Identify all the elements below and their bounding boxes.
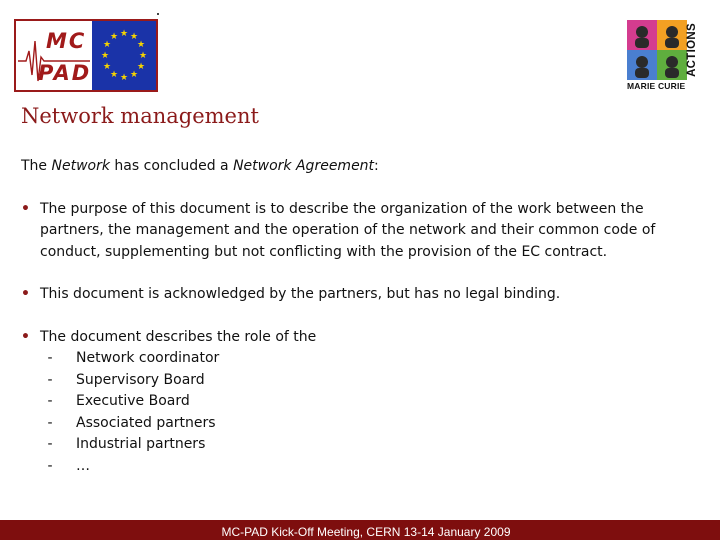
portrait-grid-icon	[627, 20, 687, 80]
svg-text:★: ★	[138, 51, 148, 61]
list-item: - …	[47, 457, 90, 474]
role-list	[40, 348, 661, 477]
bullet-icon: •	[21, 328, 30, 345]
marie-curie-actions-logo	[627, 20, 701, 94]
mcpad-logo-line2: PAD	[38, 61, 92, 85]
svg-text:★: ★	[119, 29, 129, 39]
marie-curie-bottom-label: MARIE CURIE	[627, 81, 686, 91]
bullet-item	[21, 284, 661, 306]
svg-text:★: ★	[102, 62, 112, 72]
svg-text:★: ★	[119, 73, 129, 83]
list-item: - Supervisory Board	[47, 371, 205, 388]
svg-text:★: ★	[109, 70, 119, 80]
bullet-item	[21, 327, 661, 478]
svg-text:★: ★	[129, 32, 139, 42]
bullet-text: This document is acknowledged by the partners, but has no legal binding.	[40, 286, 561, 302]
eu-flag-icon	[92, 21, 156, 90]
list-item: - Executive Board	[47, 393, 190, 409]
svg-text:★: ★	[102, 40, 112, 50]
list-item: - Associated partners	[47, 414, 216, 431]
slide-title: Network management	[21, 104, 259, 128]
bullet-item	[21, 199, 661, 264]
bullet-text: The purpose of this document is to describe the organization of the work between the partners, the management and the operation of the network and their common code of conduct, supplementing but not conflicting with the provision of the EC contract.	[40, 200, 656, 260]
marie-curie-vertical-label: ACTIONS	[685, 23, 698, 77]
mcpad-logo	[14, 19, 158, 92]
decorative-dot	[157, 13, 159, 15]
bullet-icon: •	[21, 200, 30, 217]
intro-paragraph: The Network has concluded a Network Agreement:	[21, 158, 379, 174]
svg-text:★: ★	[109, 32, 119, 42]
list-item: - Network coordinator	[47, 350, 220, 366]
list-item: - Industrial partners	[47, 436, 206, 452]
footer-bar	[0, 520, 720, 540]
mcpad-logo-mark	[16, 21, 92, 90]
svg-text:★: ★	[100, 51, 110, 61]
bullet-text: The document describes the role of the	[40, 328, 317, 345]
slide-content	[21, 156, 661, 498]
svg-text:★: ★	[136, 62, 146, 72]
bullet-icon: •	[21, 286, 30, 302]
svg-text:★: ★	[129, 70, 139, 80]
footer-text: MC-PAD Kick-Off Meeting, CERN 13-14 January 2009	[221, 525, 511, 539]
mcpad-logo-line1: MC	[46, 29, 87, 53]
svg-text:★: ★	[136, 40, 146, 50]
